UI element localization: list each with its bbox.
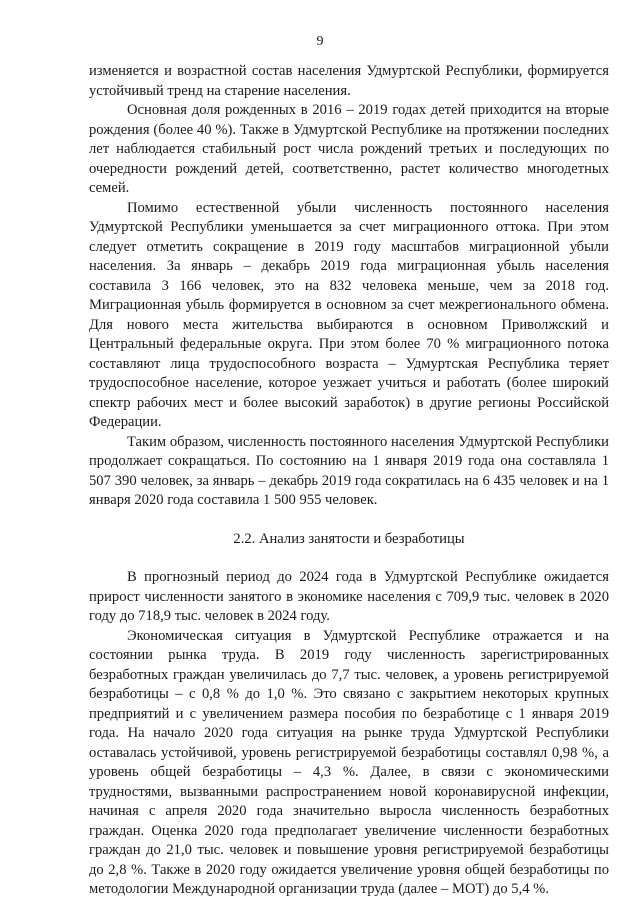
document-body bbox=[89, 62, 609, 900]
section-heading: 2.2. Анализ занятости и безработицы bbox=[233, 530, 465, 547]
page-number: 9 bbox=[316, 34, 324, 49]
paragraph-population-summary: Таким образом, численность постоянного населения Удмуртской Республики продолжает сокращаться. По состоянию на 1 января 2019 года она составляла 1 507 390 человек, за январь – декабрь 2019 года сократилась на 6 435 человек и на 1 января 2020 года составила 1 500 955 человек. bbox=[89, 433, 609, 508]
paragraph-employment-forecast: В прогнозный период до 2024 года в Удмуртской Республике ожидается прирост численности занятого в экономике населения с 709,9 тыс. человек в 2020 году до 718,9 тыс. человек в 2024 году. bbox=[89, 569, 609, 624]
paragraph-births: Основная доля рожденных в 2016 – 2019 годах детей приходится на вторые рождения (более 40 %). Также в Удмуртской Республике на протяжении последних лет наблюдается стабильный рост числа рождений третьих и последующих по очередности рождений детей, соответственно, растет количество многодетных семей. bbox=[89, 102, 609, 196]
paragraph-labor-market: Экономическая ситуация в Удмуртской Республике отражается и на состоянии рынка труда. В 2019 году численность зарегистрированных безработных граждан увеличилась до 7,7 тыс. человек, а уровень регистрируемой безработицы – с 0,8 % до 1,0 %. Это связано с закрытием некоторых крупных предприятий и с увеличением размера пособия по безработице с 1 января 2019 года. На начало 2020 года ситуация на рынке труда Удмуртской Республики оставалась устойчивой, уровень регистрируемой безработицы составлял 0,98 %, а уровень общей безработицы – 4,3 %. Далее, в связи с экономическими трудностями, вызванными распространением новой коронавирусной инфекции, начиная с апреля 2020 года значительно выросла численность безработных граждан. Оценка 2020 года предполагает увеличение численности безработных граждан до 21,0 тыс. человек и повышение уровня регистрируемой безработицы до 2,8 %. Также в 2020 году ожидается увеличение уровня общей безработицы по методологии Международной организации труда (далее – МОТ) до 5,4 %. bbox=[89, 627, 609, 897]
paragraph-migration: Помимо естественной убыли численность постоянного населения Удмуртской Республики уменьшается за счет миграционного оттока. При этом следует отметить сокращение в 2019 году масштабов миграционной убыли населения. За январь – декабрь 2019 года миграционная убыль населения составила 3 166 человек, это на 832 человека меньше, чем за 2018 год. Миграционная убыль формируется в основном за счет межрегионального обмена. Для нового места жительства выбираются в основном Приволжский и Центральный федеральные округа. При этом более 70 % миграционного потока составляют лица трудоспособного возраста – Удмуртская Республика теряет трудоспособное население, которое уезжает учиться и работать (более широкий спектр рабочих мест и более высокий заработок) в другие регионы Российской Федерации. bbox=[89, 199, 609, 430]
paragraph-continuation: изменяется и возрастной состав населения Удмуртской Республики, формируется устойчивый тренд на старение населения. bbox=[89, 63, 609, 99]
